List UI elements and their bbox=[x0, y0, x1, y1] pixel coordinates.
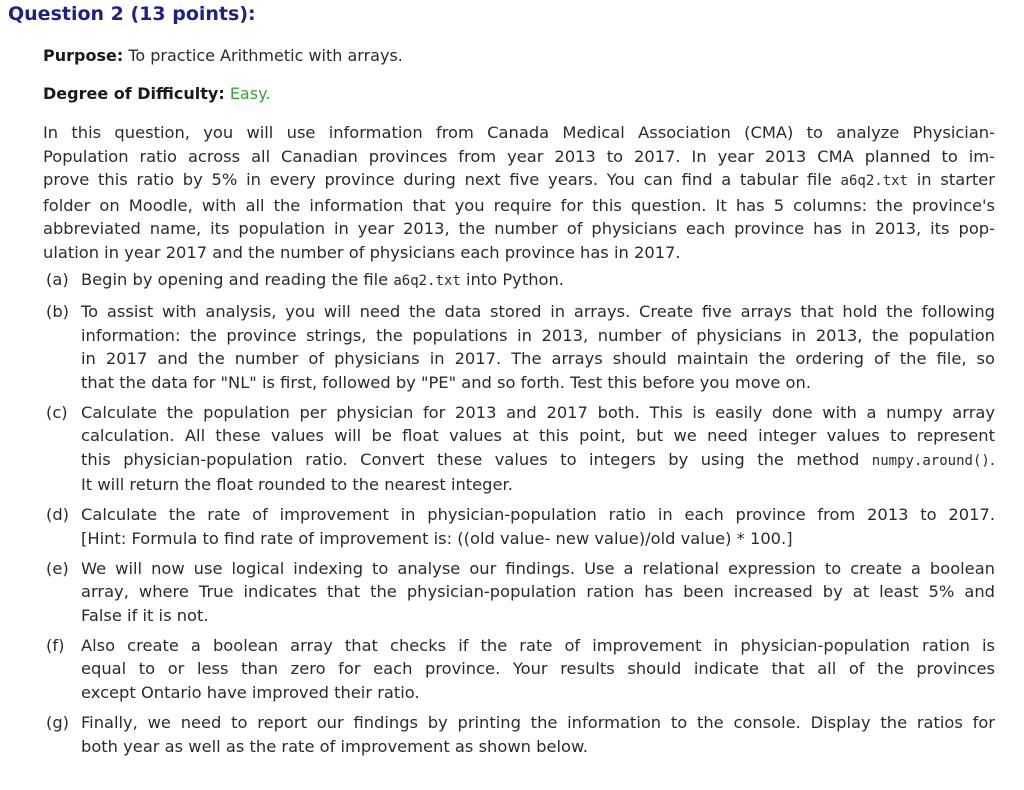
intro-paragraph bbox=[43, 121, 995, 264]
part-line-text: It will return the float rounded to the nearest integer. bbox=[81, 475, 513, 495]
difficulty-label: Degree of Difficulty: bbox=[43, 84, 225, 103]
part-line bbox=[81, 268, 995, 294]
part-line bbox=[81, 448, 995, 474]
part-letter: (d) bbox=[46, 505, 70, 525]
part-line-text: array, where True indicates that the physician-population ration has been increased by at least 5% and bbox=[81, 582, 995, 602]
part-line bbox=[81, 711, 995, 735]
part-line bbox=[81, 347, 995, 371]
part-line bbox=[81, 604, 995, 628]
part-line-text: Calculate the population per physician for 2013 and 2017 both. This is easily done with a numpy array bbox=[81, 402, 995, 422]
part-letter: (f) bbox=[46, 635, 65, 655]
part-text bbox=[81, 711, 995, 758]
purpose-label: Purpose: bbox=[43, 46, 124, 65]
part-line bbox=[81, 681, 995, 705]
part-line bbox=[81, 634, 995, 658]
part-line-text: To assist with analysis, you will need the data stored in arrays. Create five arrays that hold the following bbox=[81, 302, 995, 322]
question-part bbox=[43, 634, 995, 705]
part-line-text: that the data for "NL" is first, followed by "PE" and so forth. Test this before you move on. bbox=[81, 372, 811, 392]
part-line bbox=[81, 300, 995, 324]
part-line bbox=[81, 324, 995, 348]
part-text bbox=[81, 300, 995, 394]
purpose-text: To practice Arithmetic with arrays. bbox=[128, 46, 403, 65]
part-line-text: both year as well as the rate of improvement as shown below. bbox=[81, 736, 588, 756]
part-line-text: this physician-population ratio. Convert these values to integers by using the method bbox=[81, 449, 860, 469]
part-line-text: in 2017 and the number of physicians in 2017. The arrays should maintain the ordering of the file, so bbox=[81, 349, 995, 369]
part-text bbox=[81, 268, 995, 294]
part-line-text: False if it is not. bbox=[81, 605, 209, 625]
part-line bbox=[81, 657, 995, 681]
part-line-text: except Ontario have improved their ratio. bbox=[81, 682, 420, 702]
intro-line: folder on Moodle, with all the information that you require for this question. It has 5 columns: the province's bbox=[43, 195, 995, 215]
part-line-text: Finally, we need to report our findings by printing the information to the console. Display the ratios for bbox=[81, 713, 995, 733]
intro-text: in starter bbox=[916, 170, 995, 189]
part-line-text: equal to or less than zero for each province. Your results should indicate that all of the provinces bbox=[81, 659, 995, 679]
part-text bbox=[81, 634, 995, 705]
inline-code: a6q2.txt bbox=[393, 273, 461, 289]
part-line-text: Calculate the rate of improvement in physician-population ratio in each province from 2013 to 2017. bbox=[81, 505, 995, 525]
intro-line: In this question, you will use information from Canada Medical Association (CMA) to analyze Physician- bbox=[43, 123, 995, 142]
intro-line bbox=[43, 168, 995, 194]
part-text bbox=[81, 557, 995, 628]
part-line-text: calculation. All these values will be float values at this point, but we need integer values to represent bbox=[81, 426, 995, 446]
part-letter: (g) bbox=[46, 713, 70, 733]
part-line-text: information: the province strings, the populations in 2013, number of physicians in 2013, the population bbox=[81, 325, 995, 345]
difficulty-level: Easy bbox=[229, 84, 266, 103]
intro-line: abbreviated name, its population in year 2013, the number of physicians each province has in 2013, its pop- bbox=[43, 219, 995, 238]
intro-line: ulation in year 2017 and the number of physicians each province has in 2017. bbox=[43, 242, 681, 262]
filename-code: a6q2.txt bbox=[840, 173, 908, 189]
difficulty-line bbox=[43, 84, 270, 103]
intro-line: Population ratio across all Canadian provinces from year 2013 to 2017. In year 2013 CMA planned to im- bbox=[43, 146, 995, 166]
part-line bbox=[81, 473, 995, 497]
purpose-line bbox=[43, 46, 403, 65]
part-text bbox=[81, 503, 995, 550]
question-part bbox=[43, 268, 995, 294]
part-line-text: . bbox=[989, 449, 995, 469]
part-letter: (b) bbox=[46, 302, 70, 322]
part-line bbox=[81, 503, 995, 527]
part-line bbox=[81, 401, 995, 425]
part-letter: (c) bbox=[46, 402, 68, 422]
part-line-text: into Python. bbox=[466, 270, 564, 289]
part-line-text: We will now use logical indexing to analyse our findings. Use a relational expression to create a boolean bbox=[81, 558, 995, 578]
part-line bbox=[81, 557, 995, 581]
part-line bbox=[81, 735, 995, 759]
question-parts-list bbox=[43, 268, 995, 765]
question-part bbox=[43, 300, 995, 394]
intro-text: prove this ratio by 5% in every province during next five years. You can find a tabular file bbox=[43, 170, 832, 189]
question-part bbox=[43, 401, 995, 497]
part-line bbox=[81, 371, 995, 395]
question-part bbox=[43, 711, 995, 758]
part-text bbox=[81, 401, 995, 497]
part-line bbox=[81, 424, 995, 448]
part-line-text: Begin by opening and reading the file bbox=[81, 270, 389, 289]
part-line bbox=[81, 580, 995, 604]
part-line-text: [Hint: Formula to find rate of improvement is: ((old value- new value)/old value) * 100.] bbox=[81, 528, 793, 548]
part-letter: (e) bbox=[46, 558, 69, 578]
difficulty-period: . bbox=[265, 84, 271, 103]
inline-code: numpy.around() bbox=[871, 452, 990, 469]
question-part bbox=[43, 503, 995, 550]
part-letter: (a) bbox=[46, 270, 69, 289]
question-part bbox=[43, 557, 995, 628]
question-heading: Question 2 (13 points): bbox=[8, 3, 256, 25]
part-line-text: Also create a boolean array that checks if the rate of improvement in physician-population ration is bbox=[81, 635, 995, 655]
part-line bbox=[81, 527, 995, 551]
